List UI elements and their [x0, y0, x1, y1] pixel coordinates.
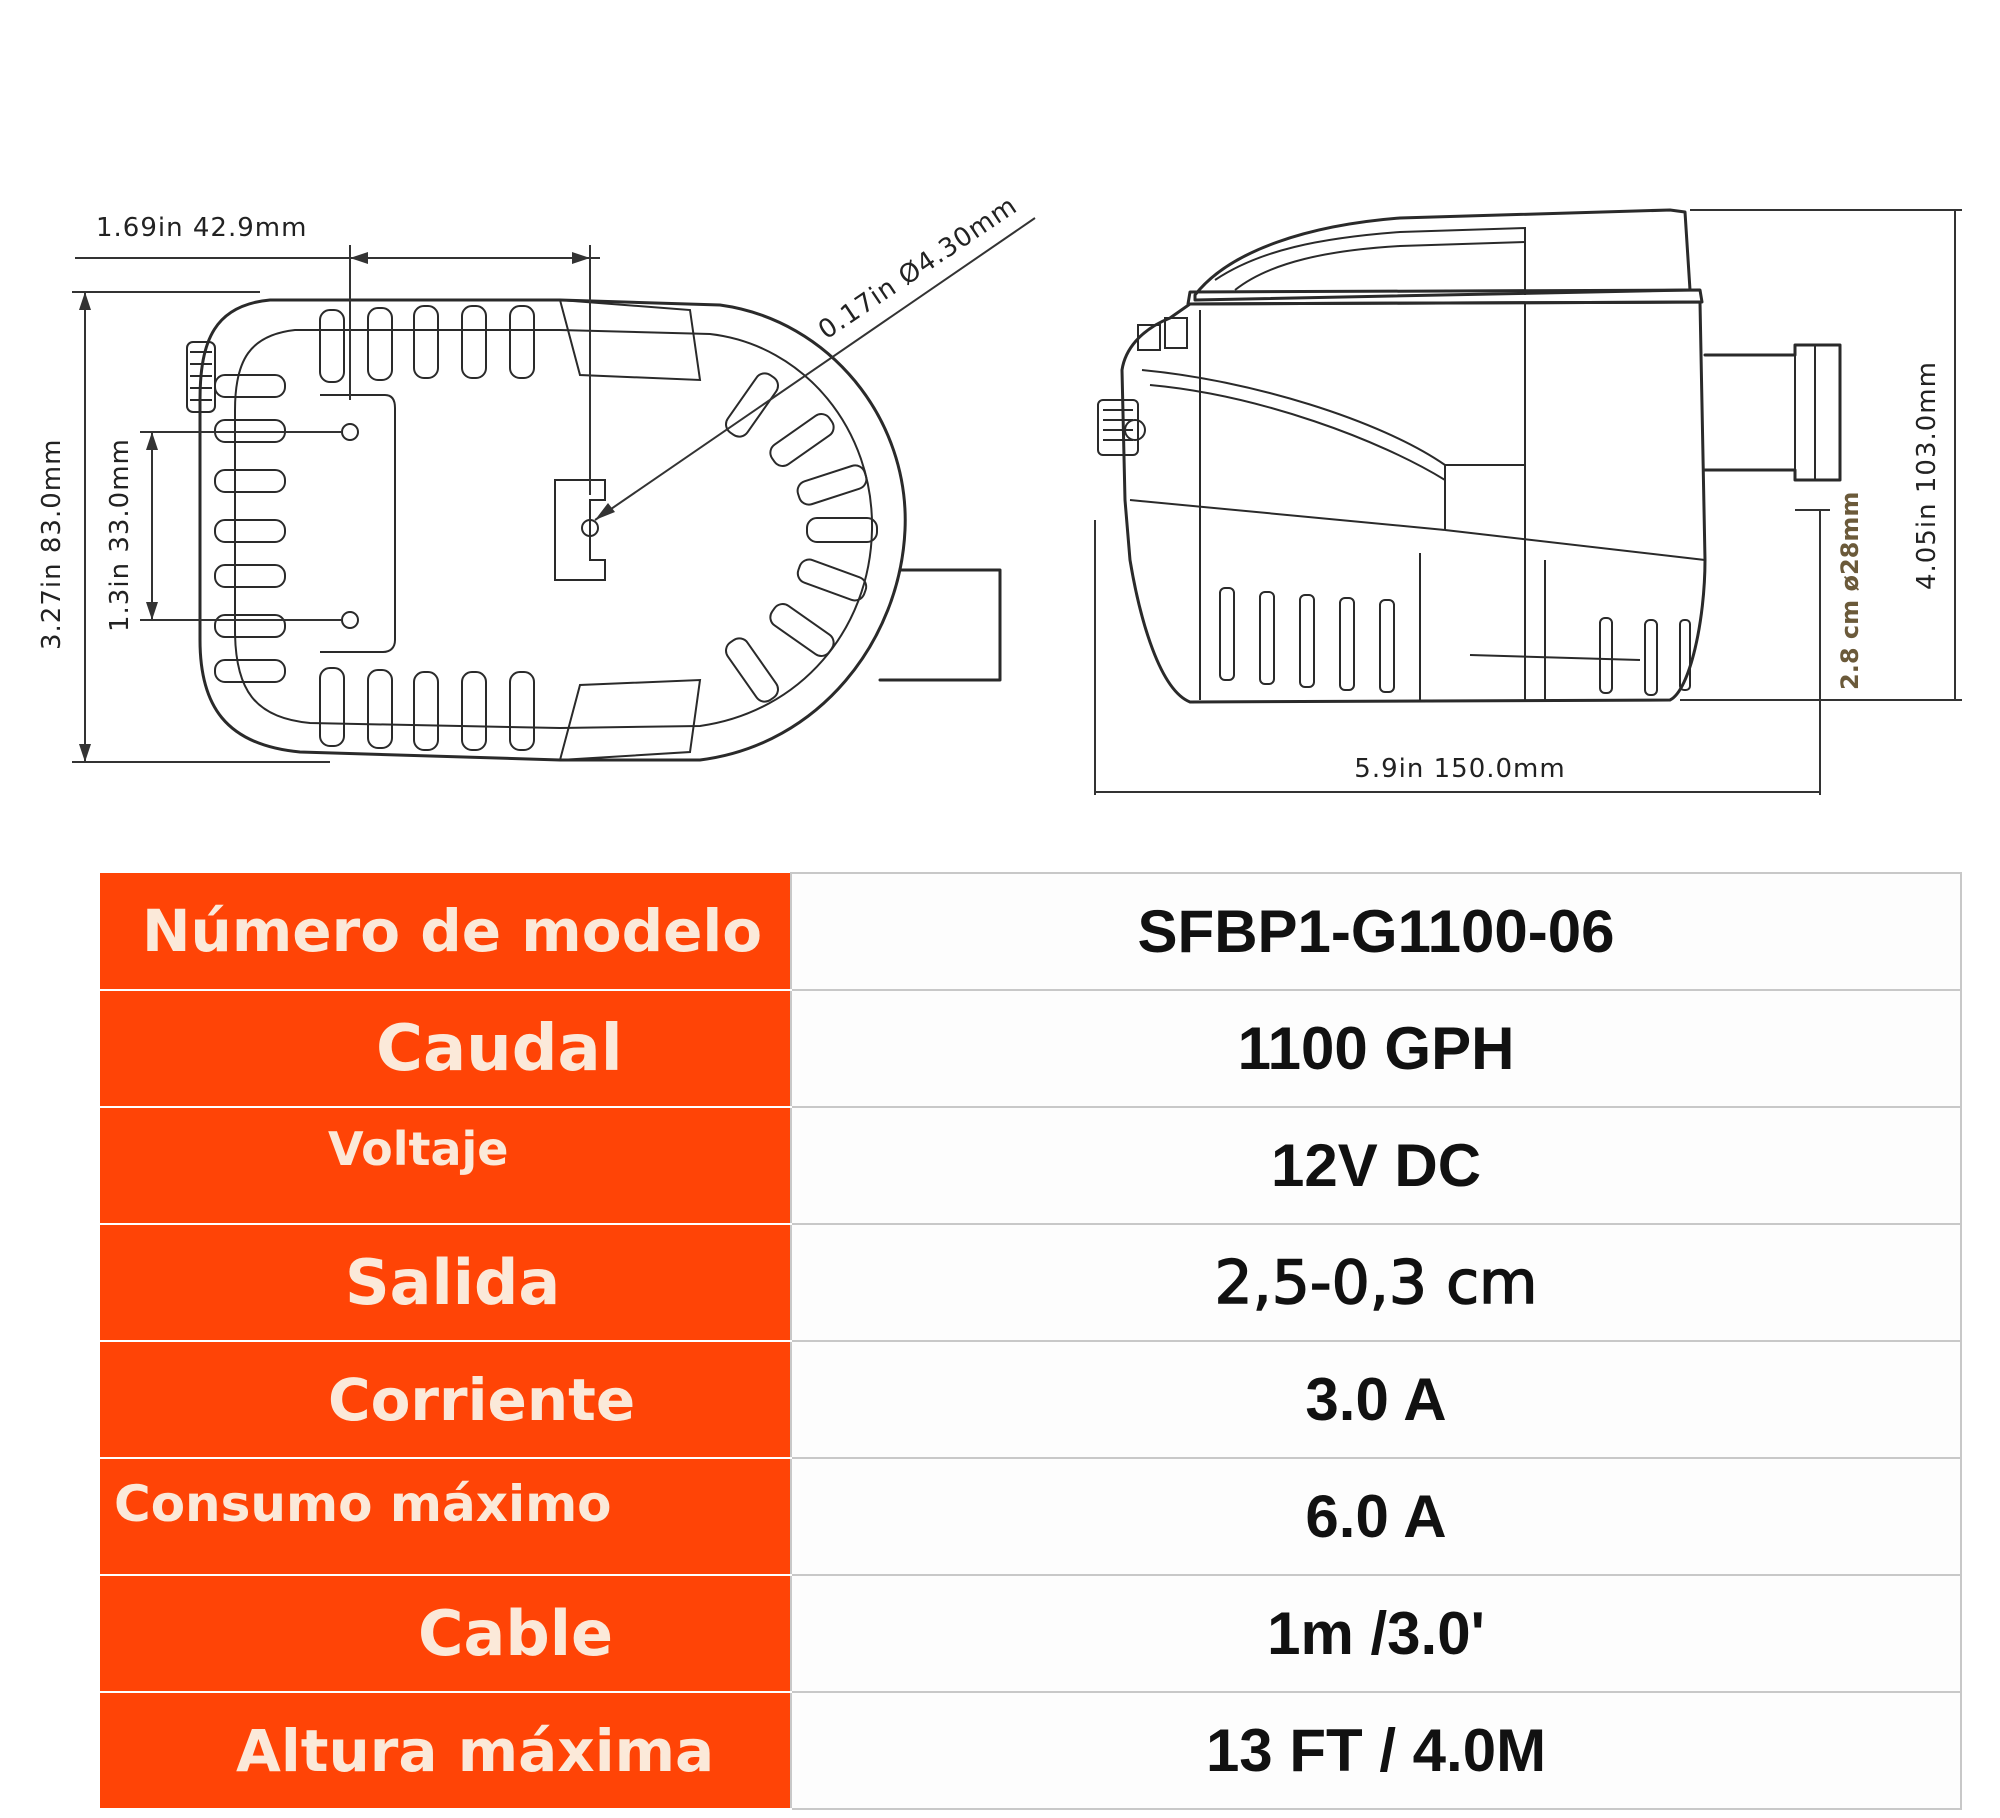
top-view-drawing [37, 191, 1035, 762]
spec-table [100, 872, 1962, 1810]
table-row [100, 1107, 1961, 1224]
dim-hole-diameter: 0.17in Ø4.30mm [813, 190, 1023, 346]
spec-label-outlet: Salida [345, 1246, 561, 1319]
table-row [100, 990, 1961, 1107]
table-row [100, 1575, 1961, 1692]
table-row [100, 873, 1961, 990]
spec-label-flow: Caudal [376, 1011, 623, 1086]
spec-value-cable: 1m /3.0' [791, 1575, 1961, 1692]
dim-side-length: 5.9in 150.0mm [1354, 754, 1566, 784]
spec-label-current: Corriente [328, 1365, 636, 1434]
spec-value-max-height: 13 FT / 4.0M [791, 1692, 1961, 1809]
spec-value-voltage: 12V DC [791, 1107, 1961, 1224]
spec-value-current: 3.0 A [791, 1341, 1961, 1458]
spec-value-model: SFBP1-G1100-06 [791, 873, 1961, 990]
spec-value-flow: 1100 GPH [791, 990, 1961, 1107]
dim-left-height: 3.27in 83.0mm [37, 438, 67, 650]
dim-top-width: 1.69in 42.9mm [96, 213, 308, 243]
dim-side-height: 4.05in 103.0mm [1912, 361, 1942, 590]
spec-label-max-height: Altura máxima [236, 1716, 715, 1785]
spec-label-cable: Cable [418, 1597, 614, 1670]
dim-outlet-diameter: 2.8 cm ø28mm [1836, 491, 1864, 690]
spec-value-outlet: 2,5-0,3 cm [791, 1224, 1961, 1341]
side-view-drawing [1095, 210, 1962, 795]
table-row [100, 1341, 1961, 1458]
spec-label-voltage: Voltaje [328, 1121, 509, 1176]
table-row [100, 1692, 1961, 1809]
spec-label-max-draw: Consumo máximo [114, 1474, 612, 1533]
spec-label-model: Número de modelo [142, 897, 763, 965]
spec-value-max-draw: 6.0 A [791, 1458, 1961, 1575]
pump-technical-drawing [0, 0, 2000, 850]
dim-hole-spacing: 1.3in 33.0mm [105, 438, 135, 632]
table-row [100, 1458, 1961, 1575]
table-row [100, 1224, 1961, 1341]
